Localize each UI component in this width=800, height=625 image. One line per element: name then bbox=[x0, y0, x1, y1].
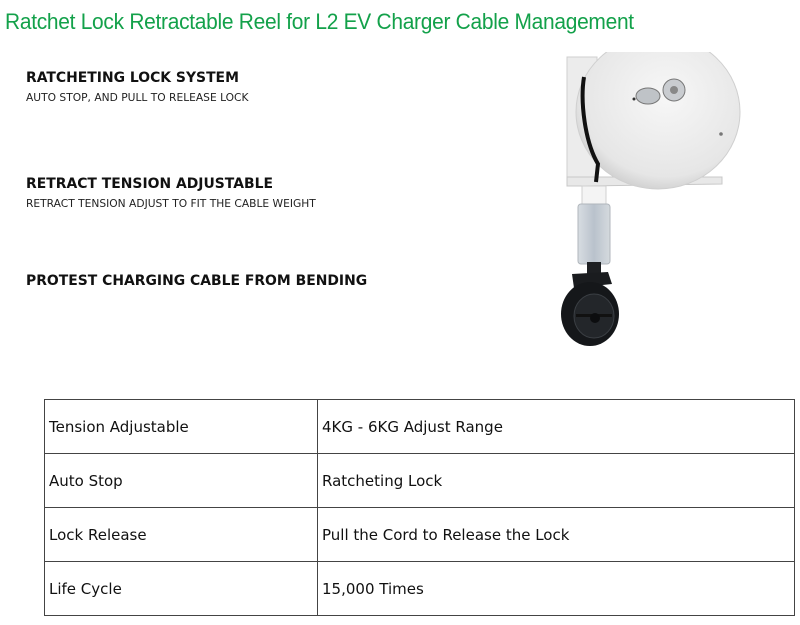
feature-cable-protection bbox=[26, 273, 381, 289]
table-row bbox=[45, 508, 795, 562]
spec-value: 4KG - 6KG Adjust Range bbox=[318, 400, 795, 454]
feature-subtext: AUTO STOP, AND PULL TO RELEASE LOCK bbox=[26, 91, 249, 104]
spec-label: Life Cycle bbox=[45, 562, 318, 616]
spec-label: Auto Stop bbox=[45, 454, 318, 508]
cable-reel-illustration bbox=[540, 52, 760, 362]
feature-heading: RETRACT TENSION ADJUSTABLE bbox=[26, 176, 273, 192]
feature-subtext: RETRACT TENSION ADJUST TO FIT THE CABLE WEIGHT bbox=[26, 197, 316, 210]
spec-value: Ratcheting Lock bbox=[318, 454, 795, 508]
table-row bbox=[45, 454, 795, 508]
feature-ratcheting-lock bbox=[26, 70, 255, 104]
product-image bbox=[540, 52, 760, 362]
spec-value: 15,000 Times bbox=[318, 562, 795, 616]
feature-heading: PROTEST CHARGING CABLE FROM BENDING bbox=[26, 273, 368, 289]
feature-tension-adjustable bbox=[26, 176, 325, 210]
spec-value: Pull the Cord to Release the Lock bbox=[318, 508, 795, 562]
feature-heading: RATCHETING LOCK SYSTEM bbox=[26, 70, 239, 86]
page-title: Ratchet Lock Retractable Reel for L2 EV Charger Cable Management bbox=[5, 9, 634, 34]
table-row bbox=[45, 400, 795, 454]
spec-label: Tension Adjustable bbox=[45, 400, 318, 454]
spec-table bbox=[44, 399, 795, 616]
table-row bbox=[45, 562, 795, 616]
spec-label: Lock Release bbox=[45, 508, 318, 562]
